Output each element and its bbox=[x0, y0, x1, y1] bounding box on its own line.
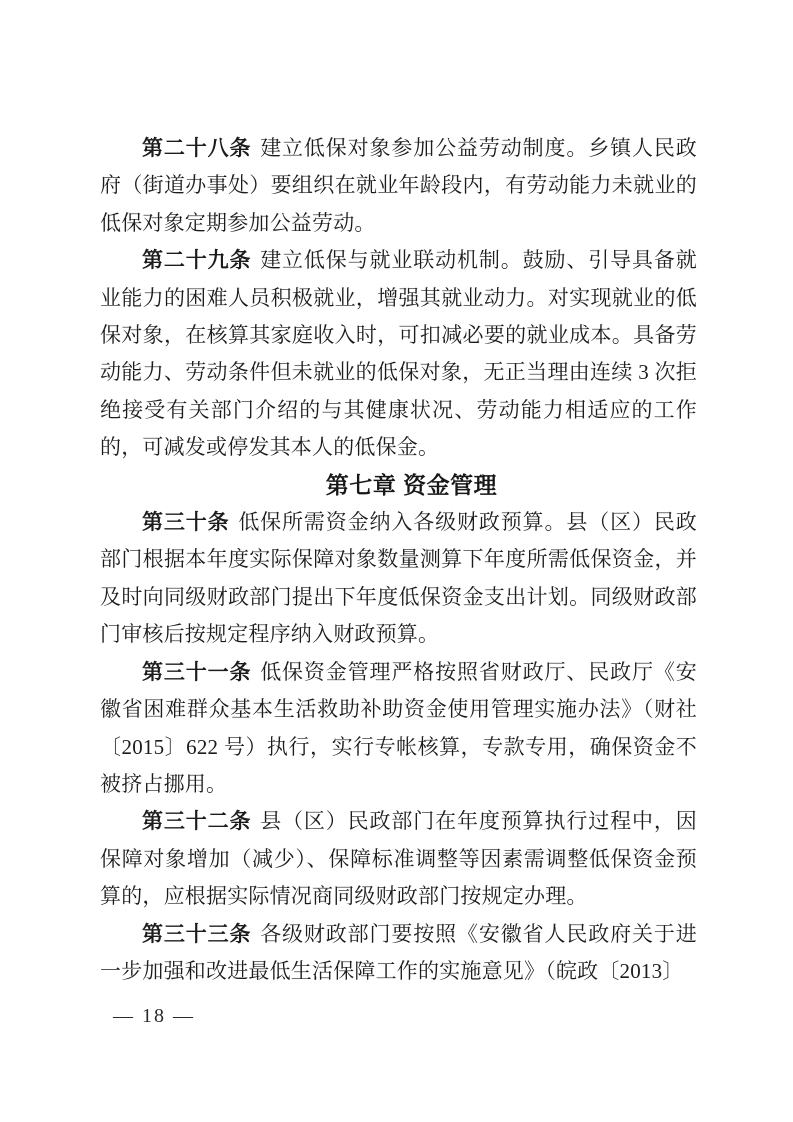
article-30-text: 低保所需资金纳入各级财政预算。县（区）民政部门根据本年度实际保障对象数量测算下年度所需低保资金，并及时向同级财政部门提出下年度低保资金支出计划。同级财政部门审核后按规定程序纳入财政预算。 bbox=[100, 510, 697, 647]
article-29-text: 建立低保与就业联动机制。鼓励、引导具备就业能力的困难人员积极就业，增强其就业动力。对实现就业的低保对象，在核算其家庭收入时，可扣减必要的就业成本。具备劳动能力、劳动条件但未就业的低保对象，无正当理由连续 3 次拒绝接受有关部门介绍的与其健康状况、劳动能力相适应的工作的，可减发或停发其本人的低保金。 bbox=[100, 248, 698, 460]
page-number: — 18 — bbox=[113, 1005, 195, 1027]
article-32-number: 第三十二条 bbox=[142, 809, 252, 834]
article-31-paragraph bbox=[100, 654, 697, 804]
article-29-paragraph bbox=[100, 242, 697, 466]
chapter-7-heading: 第七章 资金管理 bbox=[325, 471, 498, 498]
article-33-number: 第三十三条 bbox=[142, 921, 252, 946]
article-30-number: 第三十条 bbox=[142, 510, 230, 535]
document-body bbox=[100, 130, 697, 990]
article-28-text: 建立低保对象参加公益劳动制度。乡镇人民政府（街道办事处）要组织在就业年龄段内，有劳动能力未就业的低保对象定期参加公益劳动。 bbox=[100, 136, 698, 235]
article-29-number: 第二十九条 bbox=[142, 248, 252, 273]
article-32-text: 县（区）民政部门在年度预算执行过程中，因保障对象增加（减少）、保障标准调整等因素需调整低保资金预算的，应根据实际情况商同级财政部门按规定办理。 bbox=[100, 809, 698, 909]
article-30-paragraph bbox=[100, 504, 697, 654]
article-32-paragraph bbox=[100, 803, 697, 915]
article-31-number: 第三十一条 bbox=[142, 659, 252, 684]
article-28-number: 第二十八条 bbox=[142, 136, 252, 160]
article-33-text: 各级财政部门要按照《安徽省人民政府关于进一步加强和改进最低生活保障工作的实施意见》（皖政〔2013〕 bbox=[100, 921, 698, 983]
article-28-paragraph bbox=[100, 130, 697, 242]
article-33-paragraph bbox=[100, 916, 697, 991]
article-31-text: 低保资金管理严格按照省财政厅、民政厅《安徽省困难群众基本生活救助补助资金使用管理实施办法》（财社〔2015〕622 号）执行，实行专帐核算，专款专用，确保资金不被挤占挪用。 bbox=[100, 659, 698, 796]
